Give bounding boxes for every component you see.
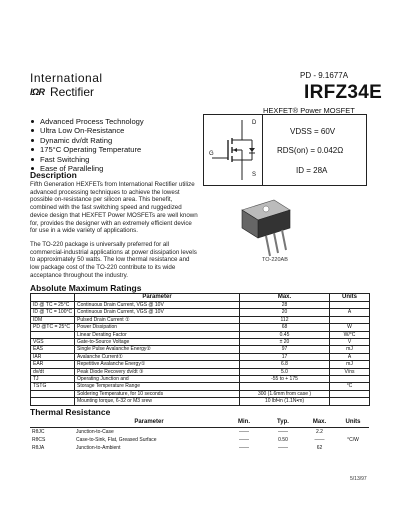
table-cell: mJ — [330, 346, 370, 353]
table-cell: 62 — [316, 445, 323, 451]
table-cell: Gate-to-Source Voltage — [75, 339, 240, 346]
table-cell: mJ — [330, 361, 370, 368]
table-row — [31, 346, 370, 353]
feature-item: Fast Switching — [30, 155, 144, 164]
column-header: Min. — [224, 416, 264, 428]
column-header: Parameter — [74, 416, 224, 428]
table-row — [31, 324, 370, 331]
table-row — [30, 428, 369, 437]
feature-item: Dynamic dv/dt Rating — [30, 136, 144, 145]
table-cell: RθCS — [32, 437, 46, 443]
table-cell: A — [330, 309, 370, 316]
table-cell: A — [330, 353, 370, 360]
table-cell: Soldering Temperature, for 10 seconds — [75, 390, 240, 397]
table-row — [31, 368, 370, 375]
table-cell: 300 (1.6mm from case ) — [240, 390, 330, 397]
table-cell: —— — [314, 437, 325, 443]
thermal-table — [30, 416, 369, 452]
features-list — [30, 117, 144, 173]
table-cell: Continuous Drain Current, VGS @ 10V — [75, 309, 240, 316]
table-cell: Case-to-Sink, Flat, Greased Surface — [76, 437, 157, 443]
to220-package-image — [230, 196, 310, 266]
table-cell: Junction-to-Ambient — [76, 445, 121, 451]
table-row — [30, 436, 369, 444]
ir-logo: IΩR — [30, 87, 45, 97]
table-cell: IDM — [31, 316, 75, 323]
table-cell: PD @TC = 25°C — [31, 324, 75, 331]
table-cell: Linear Derating Factor — [75, 331, 240, 338]
table-cell: 0.45 — [240, 331, 330, 338]
table-cell: 5.0 — [240, 368, 330, 375]
table-row — [31, 316, 370, 323]
table-cell: Continuous Drain Current, VGS @ 10V — [75, 302, 240, 309]
table-cell: 28 — [240, 302, 330, 309]
table-cell: —— — [239, 429, 249, 435]
table-header-row — [30, 416, 369, 428]
table-cell: ID @ TC = 100°C — [31, 309, 75, 316]
table-cell: 2.2 — [316, 429, 323, 435]
table-cell: —— — [278, 445, 288, 451]
package-label: TO-220AB — [262, 257, 288, 263]
thermal-heading: Thermal Resistance — [30, 407, 111, 417]
column-header: Units — [330, 294, 370, 302]
table-cell: EAR — [31, 361, 75, 368]
table-cell: VGS — [31, 339, 75, 346]
vdss-spec: VDSS = 60V — [290, 127, 336, 136]
table-cell: °C/W — [347, 437, 359, 443]
pd-number: PD - 9.1677A — [300, 71, 349, 80]
table-cell: —— — [278, 429, 288, 435]
table-cell: Single Pulse Avalanche Energy② — [75, 346, 240, 353]
table-cell: TSTG — [31, 383, 75, 390]
table-cell: 112 — [240, 316, 330, 323]
table-cell — [31, 398, 75, 405]
table-cell: ± 20 — [240, 339, 330, 346]
feature-item: 175°C Operating Temperature — [30, 145, 144, 154]
column-header: Max. — [240, 294, 330, 302]
source-label: S — [252, 172, 257, 178]
description-heading: Description — [30, 170, 77, 180]
package-paragraph: The TO-220 package is universally preferred for all commercial-industrial applications at power dissipation levels to approximately 50 watts. The low thermal resistance and low package cost of the TO-220 contribute to its wide acceptance throughout the industry. — [30, 241, 197, 279]
table-cell: °C — [330, 383, 370, 390]
table-cell: Pulsed Drain Current ① — [75, 316, 240, 323]
table-row — [31, 339, 370, 346]
table-row — [31, 376, 370, 383]
table-cell: Power Dissipation — [75, 324, 240, 331]
table-cell: Avalanche Current① — [75, 353, 240, 360]
table-cell: IAR — [31, 353, 75, 360]
table-cell — [330, 390, 370, 397]
table-cell — [31, 331, 75, 338]
table-cell — [240, 383, 330, 390]
column-header: Max. — [302, 416, 337, 428]
table-row — [31, 383, 370, 390]
drain-label: D — [252, 120, 257, 126]
column-header — [31, 294, 75, 302]
column-header: Typ. — [264, 416, 302, 428]
abs-max-heading: Absolute Maximum Ratings — [30, 283, 142, 293]
table-cell: 17 — [240, 353, 330, 360]
column-header: Parameter — [75, 294, 240, 302]
table-cell — [330, 398, 370, 405]
page-date: 5/13/97 — [350, 476, 367, 482]
table-cell: EAS — [31, 346, 75, 353]
table-cell: TJ — [31, 376, 75, 383]
product-subtitle: HEXFET® Power MOSFET — [263, 106, 355, 115]
abs-max-table — [30, 293, 370, 406]
table-cell: 10 lbf•in (1.1N•m) — [240, 398, 330, 405]
table-cell — [330, 302, 370, 309]
table-cell — [330, 376, 370, 383]
table-cell: W — [330, 324, 370, 331]
table-cell: W/°C — [330, 331, 370, 338]
table-cell: RθJC — [32, 429, 45, 435]
column-header — [30, 416, 74, 428]
brand-rectifier: Rectifier — [50, 85, 95, 99]
table-cell: V/ns — [330, 368, 370, 375]
table-row — [31, 390, 370, 397]
table-cell: Peak Diode Recovery dv/dt ③ — [75, 368, 240, 375]
table-cell — [337, 444, 369, 452]
table-cell: Repetitive Avalanche Energy① — [75, 361, 240, 368]
table-row — [31, 302, 370, 309]
description-paragraph: Fifth Generation HEXFETs from International Rectifier utilize advanced processing techniques to achieve the lowest possible on-resistance per silicon area. This benefit, combined with the fast switching speed and ruggedized device design that HEXFET Power MOSFETs are well known for, provides the designer with an extremely efficient device for use in a wide variety of applications. — [30, 181, 198, 235]
column-header: Units — [337, 416, 369, 428]
table-cell: RθJA — [32, 445, 45, 451]
table-cell: V — [330, 339, 370, 346]
table-cell — [330, 316, 370, 323]
table-cell: 97 — [240, 346, 330, 353]
table-cell — [31, 390, 75, 397]
feature-item: Ultra Low On-Resistance — [30, 126, 144, 135]
id-spec: ID = 28A — [296, 166, 328, 175]
table-row — [30, 444, 369, 452]
table-cell: dv/dt — [31, 368, 75, 375]
symbol-divider — [262, 114, 263, 186]
table-row — [31, 361, 370, 368]
table-cell: Junction-to-Case — [76, 429, 114, 435]
table-cell: Operating Junction and — [75, 376, 240, 383]
table-cell: Mounting torque, 6-32 or M3 srew — [75, 398, 240, 405]
gate-label: G — [209, 151, 214, 157]
table-cell: 6.8 — [240, 361, 330, 368]
feature-item: Ease of Paralleling — [30, 164, 144, 173]
feature-item: Advanced Process Technology — [30, 117, 144, 126]
table-cell: —— — [239, 437, 249, 443]
table-row — [31, 353, 370, 360]
table-cell: —— — [239, 445, 249, 451]
brand-international: International — [30, 71, 103, 85]
table-cell: 68 — [240, 324, 330, 331]
table-row — [31, 398, 370, 405]
table-header-row — [31, 294, 370, 302]
table-row — [31, 331, 370, 338]
table-row — [31, 309, 370, 316]
table-cell: Storage Temperature Range — [75, 383, 240, 390]
table-cell: 0.50 — [278, 437, 288, 443]
table-cell: ID @ TC = 25°C — [31, 302, 75, 309]
table-cell: -55 to + 175 — [240, 376, 330, 383]
part-number: IRFZ34E — [304, 82, 383, 103]
rdson-spec: RDS(on) = 0.042Ω — [277, 146, 344, 155]
table-cell: 20 — [240, 309, 330, 316]
table-cell — [337, 428, 369, 437]
